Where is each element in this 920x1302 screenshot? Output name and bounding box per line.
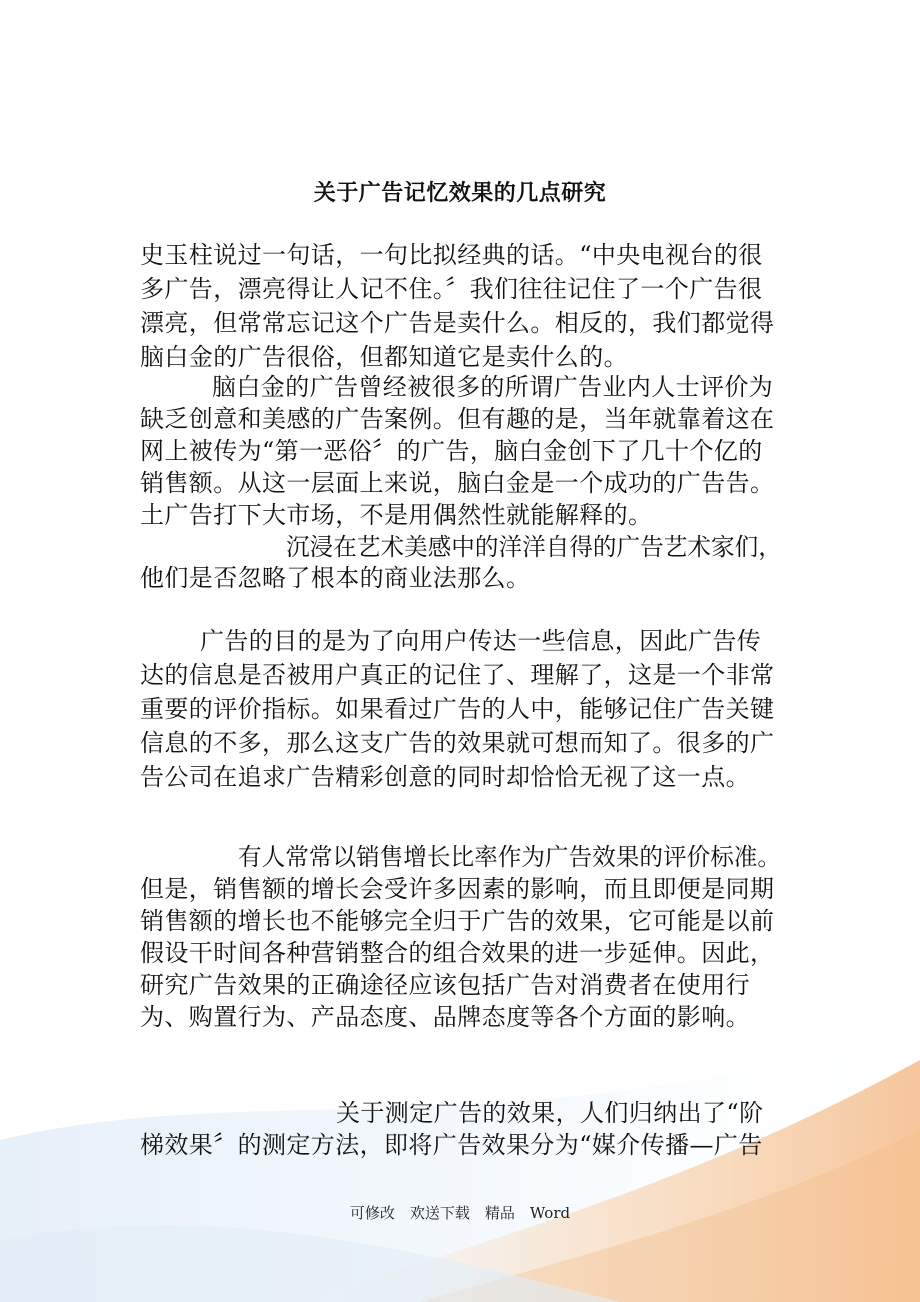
body-line: 重要的评价指标。如果看过广告的人中，能够记住广告关键 <box>140 695 775 723</box>
body-line: 网上被传为“第一恶俗〞的广告，脑白金创下了几十个亿的 <box>140 437 763 465</box>
body-line: 缺乏创意和美感的广告案例。但有趣的是，当年就靠着这在 <box>140 405 775 433</box>
body-line: 广告的目的是为了向用户传达一些信息，因此广告传 <box>200 627 762 655</box>
body-line: 销售额。从这一层面上来说，脑白金是一个成功的广告告。 <box>140 469 775 497</box>
document-title: 关于广告记忆效果的几点研究 <box>313 180 607 206</box>
body-line: 有人常常以销售增长比率作为广告效果的评价标准。 <box>238 843 782 871</box>
body-line: 漂亮，但常常忘记这个广告是卖什么。相反的，我们都觉得 <box>140 309 775 337</box>
body-line: 史玉柱说过一句话，一句比拟经典的话。“中央电视台的很 <box>140 241 763 269</box>
page-footer: 可修改 欢送下载 精品 Word <box>349 1204 571 1222</box>
body-line: 信息的不多，那么这支广告的效果就可想而知了。很多的广 <box>140 729 775 757</box>
body-line: 多广告，漂亮得让人记不住。〞我们往往记住了一个广告很 <box>140 275 763 303</box>
body-line: 脑白金的广告很俗，但都知道它是卖什么的。 <box>140 343 628 371</box>
body-line: 研究广告效果的正确途径应该包括广告对消费者在使用行 <box>140 971 750 999</box>
body-line: 脑白金的广告曾经被很多的所谓广告业内人士评价为 <box>212 373 774 401</box>
body-line: 土广告打下大市场，不是用偶然性就能解释的。 <box>140 501 653 529</box>
body-line: 告公司在追求广告精彩创意的同时却恰恰无视了这一点。 <box>140 763 750 791</box>
body-line: 关于测定广告的效果，人们归纳出了“阶 <box>336 1099 764 1127</box>
body-line: 沉浸在艺术美感中的洋洋自得的广告艺术家们， <box>286 533 782 561</box>
body-line: 梯效果〞的测定方法，即将广告效果分为“媒介传播—广告 <box>140 1131 763 1159</box>
body-line: 为、购置行为、产品态度、品牌态度等各个方面的影响。 <box>140 1003 750 1031</box>
body-line: 达的信息是否被用户真正的记住了、理解了，这是一个非常 <box>140 661 775 689</box>
body-line: 但是，销售额的增长会受许多因素的影响，而且即便是同期 <box>140 875 775 903</box>
body-line: 假设干时间各种营销整合的组合效果的进一步延伸。因此， <box>140 939 775 967</box>
body-line: 销售额的增长也不能够完全归于广告的效果，它可能是以前 <box>140 907 775 935</box>
body-line: 他们是否忽略了根本的商业法那么。 <box>140 564 531 592</box>
